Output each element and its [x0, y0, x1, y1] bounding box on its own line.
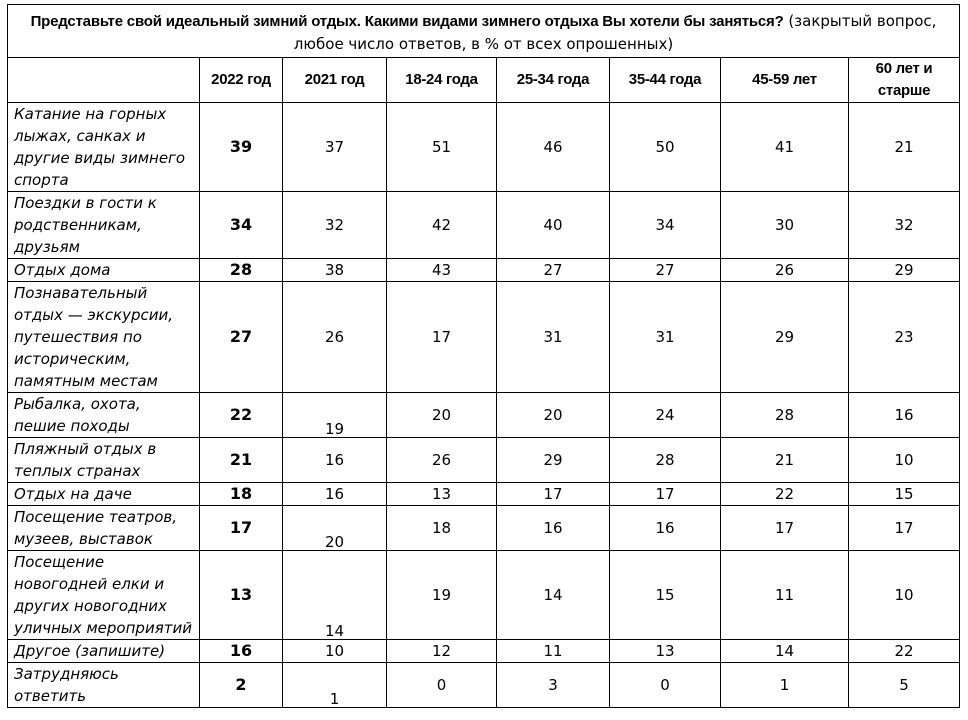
header-cell-2021: 2021 год [283, 58, 387, 103]
value-cell: 42 [387, 192, 497, 259]
table-row [8, 259, 960, 282]
value-cell: 21 [721, 438, 849, 483]
value-text: 20 [324, 533, 345, 551]
value-cell-2022: 16 [200, 640, 283, 663]
value-cell: 1 [721, 663, 849, 708]
value-cell: 41 [721, 103, 849, 192]
value-cell: 17 [610, 483, 721, 506]
value-cell: 17 [387, 282, 497, 393]
value-cell: 22 [849, 640, 960, 663]
value-cell: 51 [387, 103, 497, 192]
value-cell: 20 [497, 393, 610, 438]
value-cell: 10 [849, 551, 960, 640]
row-label: Поездки в гости к родственникам, друзьям [8, 192, 200, 259]
value-cell: 17 [497, 483, 610, 506]
value-text: 14 [324, 622, 345, 640]
header-row [8, 58, 960, 103]
row-label: Отдых дома [8, 259, 200, 282]
header-cell-60-plus: 60 лет и старше [849, 58, 960, 103]
value-text: 19 [324, 420, 345, 438]
value-cell: 18 [387, 506, 497, 551]
value-cell: 27 [497, 259, 610, 282]
value-cell: 10 [283, 640, 387, 663]
value-cell: 16 [497, 506, 610, 551]
value-cell-2022: 22 [200, 393, 283, 438]
row-label: Рыбалка, охота, пешие походы [8, 393, 200, 438]
value-cell: 22 [721, 483, 849, 506]
value-cell: 3 [497, 663, 610, 708]
header-cell-empty [8, 58, 200, 103]
value-cell [283, 506, 387, 551]
survey-sheet [7, 4, 960, 708]
value-cell: 13 [610, 640, 721, 663]
value-cell: 11 [497, 640, 610, 663]
row-label: Затрудняюсь ответить [8, 663, 200, 708]
table-row [8, 192, 960, 259]
value-cell: 34 [610, 192, 721, 259]
row-label: Посещение новогодней елки и других новогодних уличных мероприятий [8, 551, 200, 640]
table-row [8, 282, 960, 393]
value-cell: 16 [283, 483, 387, 506]
value-cell: 40 [497, 192, 610, 259]
table-row [8, 640, 960, 663]
title-row [8, 5, 960, 58]
value-cell-2022: 13 [200, 551, 283, 640]
value-cell: 15 [610, 551, 721, 640]
value-cell: 29 [497, 438, 610, 483]
value-cell-2022: 21 [200, 438, 283, 483]
value-cell: 16 [610, 506, 721, 551]
value-cell: 32 [849, 192, 960, 259]
header-cell-35-44: 35-44 года [610, 58, 721, 103]
value-cell: 16 [849, 393, 960, 438]
value-cell: 5 [849, 663, 960, 708]
table-row [8, 103, 960, 192]
value-cell [283, 663, 387, 708]
value-cell: 38 [283, 259, 387, 282]
header-cell-45-59: 45-59 лет [721, 58, 849, 103]
question-note: (закрытый вопрос, любое число ответов, в % от всех опрошенных) [293, 11, 937, 53]
row-label: Катание на горных лыжах, санках и другие виды зимнего спорта [8, 103, 200, 192]
table-row [8, 393, 960, 438]
value-cell: 26 [283, 282, 387, 393]
value-cell: 10 [849, 438, 960, 483]
value-text: 1 [329, 690, 340, 708]
table-title [8, 5, 960, 58]
row-label: Отдых на даче [8, 483, 200, 506]
value-cell: 0 [610, 663, 721, 708]
value-cell: 43 [387, 259, 497, 282]
header-cell-25-34: 25-34 года [497, 58, 610, 103]
value-cell-2022: 17 [200, 506, 283, 551]
value-cell: 37 [283, 103, 387, 192]
header-cell-18-24: 18-24 года [387, 58, 497, 103]
header-cell-2022: 2022 год [200, 58, 283, 103]
table-row [8, 551, 960, 640]
value-cell: 27 [610, 259, 721, 282]
row-label: Познавательный отдых — экскурсии, путешествия по историческим, памятным местам [8, 282, 200, 393]
value-cell [283, 393, 387, 438]
value-cell: 26 [387, 438, 497, 483]
value-cell: 19 [387, 551, 497, 640]
value-cell: 16 [283, 438, 387, 483]
value-cell: 12 [387, 640, 497, 663]
value-cell-2022: 18 [200, 483, 283, 506]
value-cell: 31 [497, 282, 610, 393]
survey-table [7, 4, 960, 708]
question-text: Представьте свой идеальный зимний отдых. Какими видами зимнего отдыха Вы хотели бы заняться? [30, 12, 784, 30]
value-cell-2022: 28 [200, 259, 283, 282]
value-cell: 21 [849, 103, 960, 192]
value-cell: 14 [497, 551, 610, 640]
value-cell: 28 [610, 438, 721, 483]
value-cell: 32 [283, 192, 387, 259]
value-cell: 15 [849, 483, 960, 506]
value-cell: 31 [610, 282, 721, 393]
value-cell: 11 [721, 551, 849, 640]
value-cell [283, 551, 387, 640]
table-row [8, 483, 960, 506]
value-cell: 29 [849, 259, 960, 282]
value-cell: 20 [387, 393, 497, 438]
value-cell-2022: 34 [200, 192, 283, 259]
table-row [8, 663, 960, 708]
table-body [8, 5, 960, 708]
row-label: Другое (запишите) [8, 640, 200, 663]
value-cell: 24 [610, 393, 721, 438]
value-cell: 46 [497, 103, 610, 192]
value-cell-2022: 27 [200, 282, 283, 393]
value-cell: 0 [387, 663, 497, 708]
value-cell: 17 [721, 506, 849, 551]
value-cell: 13 [387, 483, 497, 506]
row-label: Пляжный отдых в теплых странах [8, 438, 200, 483]
value-cell: 23 [849, 282, 960, 393]
row-label: Посещение театров, музеев, выставок [8, 506, 200, 551]
value-cell: 17 [849, 506, 960, 551]
value-cell: 28 [721, 393, 849, 438]
value-cell: 14 [721, 640, 849, 663]
value-cell: 50 [610, 103, 721, 192]
value-cell: 29 [721, 282, 849, 393]
value-cell-2022: 39 [200, 103, 283, 192]
table-row [8, 438, 960, 483]
table-row [8, 506, 960, 551]
value-cell-2022: 2 [200, 663, 283, 708]
value-cell: 30 [721, 192, 849, 259]
value-cell: 26 [721, 259, 849, 282]
